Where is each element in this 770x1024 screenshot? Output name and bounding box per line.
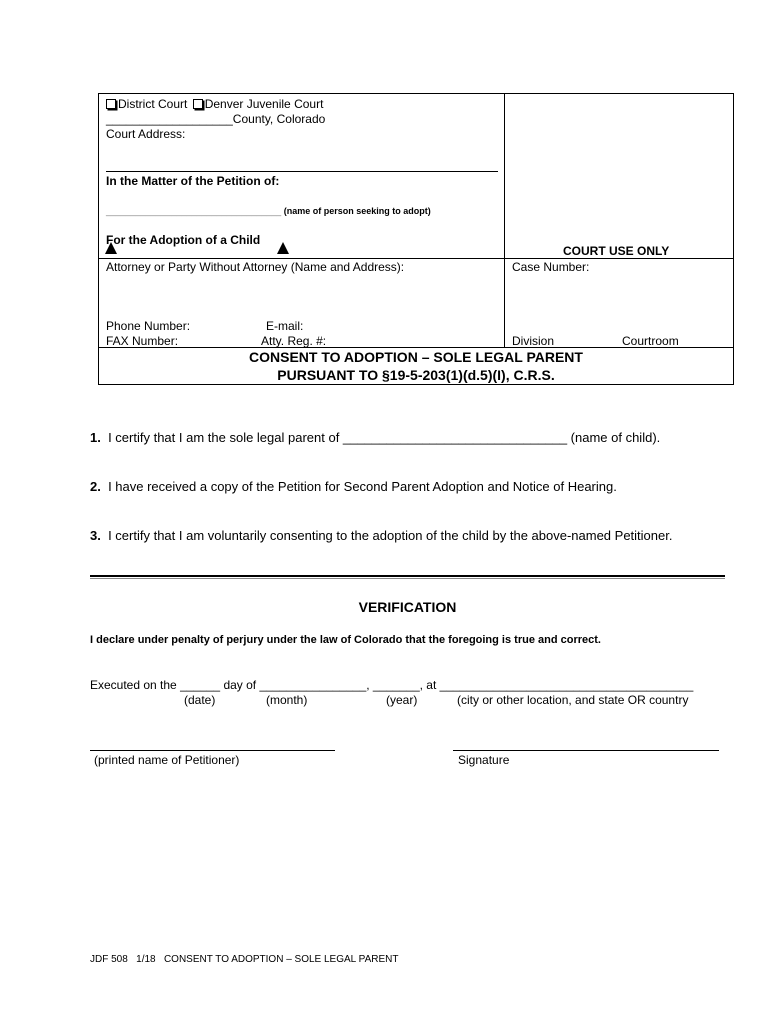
- signature-hint: Signature: [458, 753, 510, 767]
- statement-2-text: I have received a copy of the Petition for Second Parent Adoption and Notice of Hearing.: [108, 479, 617, 494]
- statement-3: [90, 528, 672, 543]
- printed-name-hint: (printed name of Petitioner): [94, 753, 240, 767]
- location-hint: (city or other location, and state OR country: [457, 693, 689, 707]
- statement-3-number: 3.: [90, 528, 101, 543]
- court-address-line[interactable]: [106, 171, 498, 172]
- caption-vertical-divider: [504, 93, 505, 347]
- year-hint: (year): [386, 693, 418, 707]
- case-number-label: Case Number:: [512, 260, 590, 274]
- date-hint: (date): [184, 693, 216, 707]
- footer-revision: 1/18: [136, 954, 156, 965]
- fax-label: FAX Number:: [106, 334, 179, 348]
- section-rule-bottom: [90, 578, 725, 579]
- triangle-marker-right: [277, 242, 289, 254]
- statement-1: [90, 430, 660, 445]
- statement-1-number: 1.: [90, 430, 101, 445]
- person-seeking-blank[interactable]: ___________________________________: [106, 206, 282, 216]
- denver-juvenile-court-checkbox[interactable]: [193, 99, 203, 109]
- attorney-label: Attorney or Party Without Attorney (Name and Address):: [106, 260, 405, 274]
- person-seeking-hint: (name of person seeking to adopt): [283, 206, 431, 216]
- email-label: E-mail:: [266, 319, 304, 333]
- statement-3-text: I certify that I am voluntarily consenting to the adoption of the child by the above-named Petitioner.: [108, 528, 673, 543]
- courtroom-label: Courtroom: [622, 334, 679, 348]
- verification-heading: VERIFICATION: [358, 599, 457, 615]
- court-address-label: Court Address:: [106, 127, 186, 141]
- court-use-only-label: COURT USE ONLY: [563, 244, 670, 258]
- caption-divider-1: [98, 258, 734, 259]
- district-court-label: District Court: [118, 97, 188, 111]
- form-title-line1: CONSENT TO ADOPTION – SOLE LEGAL PARENT: [249, 349, 583, 365]
- phone-label: Phone Number:: [106, 319, 191, 333]
- printed-name-line[interactable]: [90, 750, 335, 751]
- footer-form-name: CONSENT TO ADOPTION – SOLE LEGAL PARENT: [163, 954, 399, 965]
- person-seeking-row: [106, 206, 431, 217]
- footer-form-id: JDF 508: [90, 954, 128, 965]
- form-title-line2: PURSUANT TO §19-5-203(1)(d.5)(I), C.R.S.: [277, 367, 555, 383]
- court-selection-row: [106, 97, 323, 111]
- statement-2: [90, 479, 617, 494]
- month-hint: (month): [266, 693, 308, 707]
- county-line[interactable]: ___________________County, Colorado: [106, 112, 326, 126]
- statement-2-number: 2.: [90, 479, 101, 494]
- section-rule-top: [90, 575, 725, 577]
- signature-line[interactable]: [453, 750, 719, 751]
- statement-1-text: I certify that I am the sole legal parent of _______________________________ (name of child).: [108, 430, 661, 445]
- denver-juvenile-court-label: Denver Juvenile Court: [204, 97, 324, 111]
- footer: [90, 954, 398, 966]
- district-court-checkbox[interactable]: [106, 99, 116, 109]
- matter-label: In the Matter of the Petition of:: [106, 174, 280, 188]
- division-label: Division: [512, 334, 555, 348]
- adoption-label: For the Adoption of a Child: [106, 233, 261, 247]
- executed-line[interactable]: Executed on the ______ day of ________________, _______, at ______________________________________: [90, 678, 694, 692]
- atty-reg-label: Atty. Reg. #:: [261, 334, 327, 348]
- triangle-marker-left: [105, 242, 117, 254]
- verification-declaration: I declare under penalty of perjury under the law of Colorado that the foregoing is true and correct.: [90, 634, 601, 646]
